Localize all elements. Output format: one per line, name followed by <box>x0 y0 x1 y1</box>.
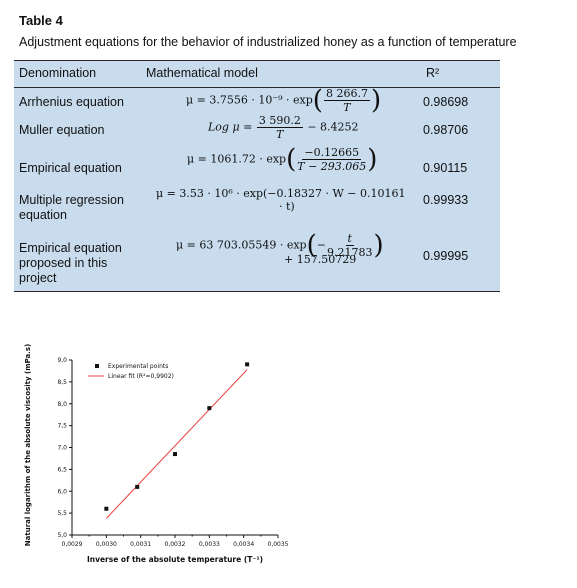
fit-line-series <box>106 370 247 519</box>
x-tick-label: 0,0035 <box>267 541 289 548</box>
x-tick-label: 0,0030 <box>95 541 117 548</box>
linear-fit-line <box>106 370 247 519</box>
y-tick-label: 9,0 <box>57 357 67 364</box>
y-axis-label: Natural logarithm of the absolute viscosity (mPa.s) <box>24 343 32 547</box>
y-tick-label: 5,5 <box>57 510 67 518</box>
x-tick-label: 0,0032 <box>164 541 186 548</box>
data-point <box>173 452 177 456</box>
data-point <box>135 485 139 489</box>
table-caption: Adjustment equations for the behavior of industrialized honey as a function of temperature <box>19 35 517 49</box>
x-tick-label: 0,0033 <box>198 541 220 548</box>
chart-legend <box>88 363 174 380</box>
y-tick-label: 6,5 <box>57 466 67 474</box>
y-tick-label: 7,0 <box>57 444 67 452</box>
row-r2: 0.98698 <box>423 95 469 109</box>
row-name: Empirical equation <box>19 161 122 175</box>
row-name: Arrhenius equation <box>19 95 124 109</box>
row-r2: 0.99995 <box>423 249 469 263</box>
y-tick-label: 8,0 <box>57 400 67 408</box>
row-name: Muller equation <box>19 123 105 137</box>
table-top-rule <box>14 60 500 61</box>
y-tick-label: 5,0 <box>57 532 67 539</box>
row-name: Multiple regression equation <box>19 193 124 222</box>
x-axis-label: Inverse of the absolute temperature (T⁻¹) <box>86 555 264 564</box>
row-r2: 0.99933 <box>423 193 469 207</box>
y-tick-label: 8,5 <box>57 378 67 386</box>
equations-table <box>14 60 500 292</box>
row-equation: μ = 3.53 · 10⁶ · exp(−0.18327 · W − 0.10161 · t) <box>156 187 406 213</box>
x-tick-label: 0,0034 <box>233 541 255 548</box>
row-equation: μ = 1061.72 · exp( $\frac{-0.12665}{T - 293.065}$ ) <box>187 144 378 175</box>
y-tick-label: 7,5 <box>57 422 67 430</box>
x-tick-label: 0,0031 <box>130 541 152 548</box>
y-tick-label: 6,0 <box>57 488 67 496</box>
legend-label-fit: Linear fit (R²=0,9902) <box>108 373 174 380</box>
row-r2: 0.90115 <box>423 161 468 175</box>
row-r2: 0.98706 <box>423 123 469 137</box>
x-tick-label: 0,0029 <box>61 541 83 548</box>
row-equation: μ = 3.7556 · 10⁻⁹ · exp( $\frac{8 266.7}{T}$ ) <box>186 85 382 116</box>
header-r2: R² <box>426 66 440 80</box>
data-point <box>245 362 249 366</box>
table-bottom-rule <box>14 291 500 292</box>
legend-label-points: Experimental points <box>108 363 169 370</box>
row-name: Empirical equation proposed in this project <box>19 241 122 285</box>
row-equation: μ = 63 703.05549 · exp(− $\frac{t}{9.21783}$ ) + 157.50729 <box>176 230 384 266</box>
viscosity-chart <box>0 340 320 580</box>
table-label: Table 4 <box>19 13 63 28</box>
row-equation: Log μ = $\frac{3 590.2}{T}$ − 8.4252 <box>208 114 359 141</box>
data-point <box>207 406 211 410</box>
header-model: Mathematical model <box>146 66 258 80</box>
legend-marker-points <box>95 364 99 368</box>
experimental-points-series <box>104 362 249 510</box>
data-point <box>104 507 108 511</box>
header-denomination: Denomination <box>19 66 97 80</box>
